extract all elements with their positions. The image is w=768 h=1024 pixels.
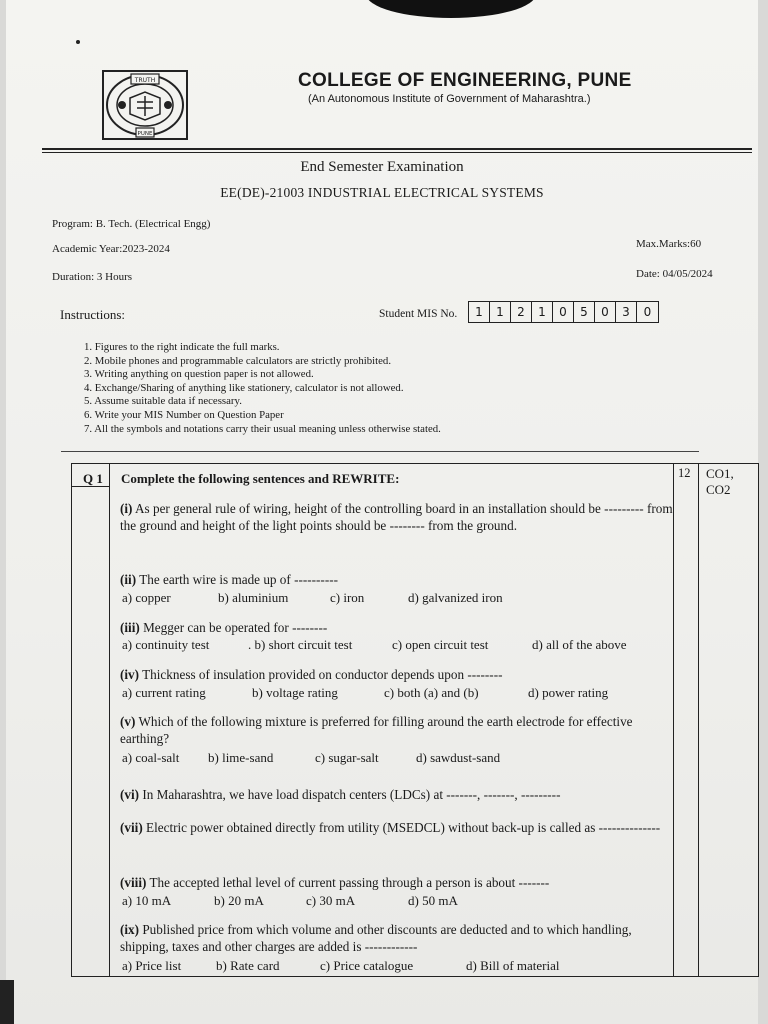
option: c) open circuit test — [392, 637, 489, 652]
mis-number-boxes — [468, 301, 659, 323]
item-label: (ii) — [120, 572, 137, 587]
instructions-label: Instructions: — [60, 307, 125, 322]
instructions-divider — [61, 451, 699, 452]
academic-year-text: Academic Year:2023-2024 — [52, 243, 170, 255]
question-item — [120, 820, 676, 837]
option: d) galvanized iron — [408, 590, 503, 605]
option: c) sugar-salt — [315, 750, 379, 765]
option: . b) short circuit test — [248, 637, 353, 652]
option: a) copper — [122, 590, 171, 605]
logo-place-text: PUNE — [137, 131, 153, 137]
item-label: (vi) — [120, 787, 140, 802]
question-item — [120, 501, 676, 534]
option: c) Price catalogue — [320, 958, 414, 973]
question-item — [120, 667, 676, 684]
option: c) both (a) and (b) — [384, 685, 479, 700]
question-item — [120, 572, 676, 589]
item-text: Megger can be operated for -------- — [143, 620, 328, 635]
question-number: Q 1 — [83, 471, 103, 486]
instruction-item: 4. Exchange/Sharing of anything like stationery, calculator is not allowed. — [84, 381, 404, 394]
item-label: (ix) — [120, 922, 140, 937]
item-text: Which of the following mixture is preferred for filling around the earth electrode for effective earthing? — [120, 714, 633, 746]
header-divider — [42, 148, 752, 150]
question-item — [120, 787, 676, 804]
mis-digit: 3 — [616, 302, 637, 322]
mis-digit: 2 — [511, 302, 532, 322]
mis-label: Student MIS No. — [379, 308, 458, 320]
question-paper — [6, 0, 758, 1024]
option: a) coal-salt — [122, 750, 180, 765]
option: b) Rate card — [216, 958, 280, 973]
option: d) 50 mA — [408, 893, 458, 908]
table-column-divider — [698, 464, 699, 976]
mis-digit: 1 — [490, 302, 511, 322]
item-text: Electric power obtained directly from utility (MSEDCL) without back-up is called as -------------- — [146, 820, 661, 835]
course-outcomes: CO1, CO2 — [706, 466, 734, 497]
option: d) sawdust-sand — [416, 750, 501, 765]
option: a) continuity test — [122, 637, 210, 652]
instruction-item: 7. All the symbols and notations carry their usual meaning unless otherwise stated. — [84, 422, 441, 435]
mis-digit: 0 — [595, 302, 616, 322]
option: b) aluminium — [218, 590, 289, 605]
college-subtitle: (An Autonomous Institute of Government of Maharashtra.) — [308, 93, 591, 105]
item-text: As per general rule of wiring, height of the controlling board in an installation should be --------- from the ground and height of the light points should be -------- from the ground. — [120, 501, 673, 533]
item-label: (iii) — [120, 620, 140, 635]
instruction-item: 3. Writing anything on question paper is not allowed. — [84, 368, 314, 381]
mis-digit: 5 — [574, 302, 595, 322]
option: d) power rating — [528, 685, 609, 700]
option: c) 30 mA — [306, 893, 356, 908]
item-text: Thickness of insulation provided on conductor depends upon -------- — [142, 667, 503, 682]
option: b) lime-sand — [208, 750, 274, 765]
exam-title: End Semester Examination — [300, 159, 464, 175]
question-item — [120, 875, 676, 892]
item-label: (i) — [120, 501, 133, 516]
program-text: Program: B. Tech. (Electrical Engg) — [52, 218, 211, 230]
item-text: The accepted lethal level of current passing through a person is about ------- — [149, 875, 550, 890]
instruction-item: 6. Write your MIS Number on Question Paper — [84, 408, 284, 421]
table-column-divider — [109, 464, 110, 976]
option: b) voltage rating — [252, 685, 338, 700]
question-heading: Complete the following sentences and REWRITE: — [121, 471, 400, 486]
question-item — [120, 620, 676, 637]
mis-digit: 1 — [469, 302, 490, 322]
option: a) Price list — [122, 958, 182, 973]
max-marks-text: Max.Marks:60 — [636, 238, 702, 250]
question-marks: 12 — [678, 466, 691, 480]
item-text: In Maharashtra, we have load dispatch centers (LDCs) at -------, -------, --------- — [142, 787, 561, 802]
instruction-item: 1. Figures to the right indicate the full marks. — [84, 341, 280, 353]
instruction-item: 5. Assume suitable data if necessary. — [84, 395, 242, 408]
college-name: COLLEGE OF ENGINEERING, PUNE — [298, 70, 632, 91]
question-item — [120, 922, 676, 955]
item-text: The earth wire is made up of ---------- — [139, 572, 338, 587]
option: a) current rating — [122, 685, 206, 700]
instructions-list — [84, 341, 441, 436]
item-label: (vii) — [120, 820, 143, 835]
exam-date-text: Date: 04/05/2024 — [636, 268, 713, 280]
question-table — [71, 463, 759, 977]
option: c) iron — [330, 590, 365, 605]
item-label: (iv) — [120, 667, 140, 682]
photo-edge — [0, 980, 14, 1024]
instruction-item: 2. Mobile phones and programmable calculators are strictly prohibited. — [84, 354, 392, 367]
speck — [76, 40, 80, 44]
course-title: EE(DE)-21003 INDUSTRIAL ELECTRICAL SYSTEMS — [220, 185, 544, 200]
item-label: (v) — [120, 714, 136, 729]
option: a) 10 mA — [122, 893, 172, 908]
mis-digit: 1 — [532, 302, 553, 322]
option: d) all of the above — [532, 637, 627, 652]
photo-shadow — [366, 0, 536, 18]
item-text: Published price from which volume and other discounts are deducted and to which handling, shipping, taxes and other charges are added is ------------ — [120, 922, 632, 954]
duration-text: Duration: 3 Hours — [52, 271, 133, 283]
college-seal-icon — [102, 70, 188, 140]
header-divider-thin — [42, 152, 752, 153]
option: d) Bill of material — [466, 958, 560, 973]
question-item — [120, 714, 676, 747]
option: b) 20 mA — [214, 893, 264, 908]
item-label: (viii) — [120, 875, 147, 890]
mis-digit: 0 — [643, 305, 652, 319]
mis-digit: 0 — [553, 302, 574, 322]
logo-motto-text: TRUTH — [134, 77, 156, 84]
